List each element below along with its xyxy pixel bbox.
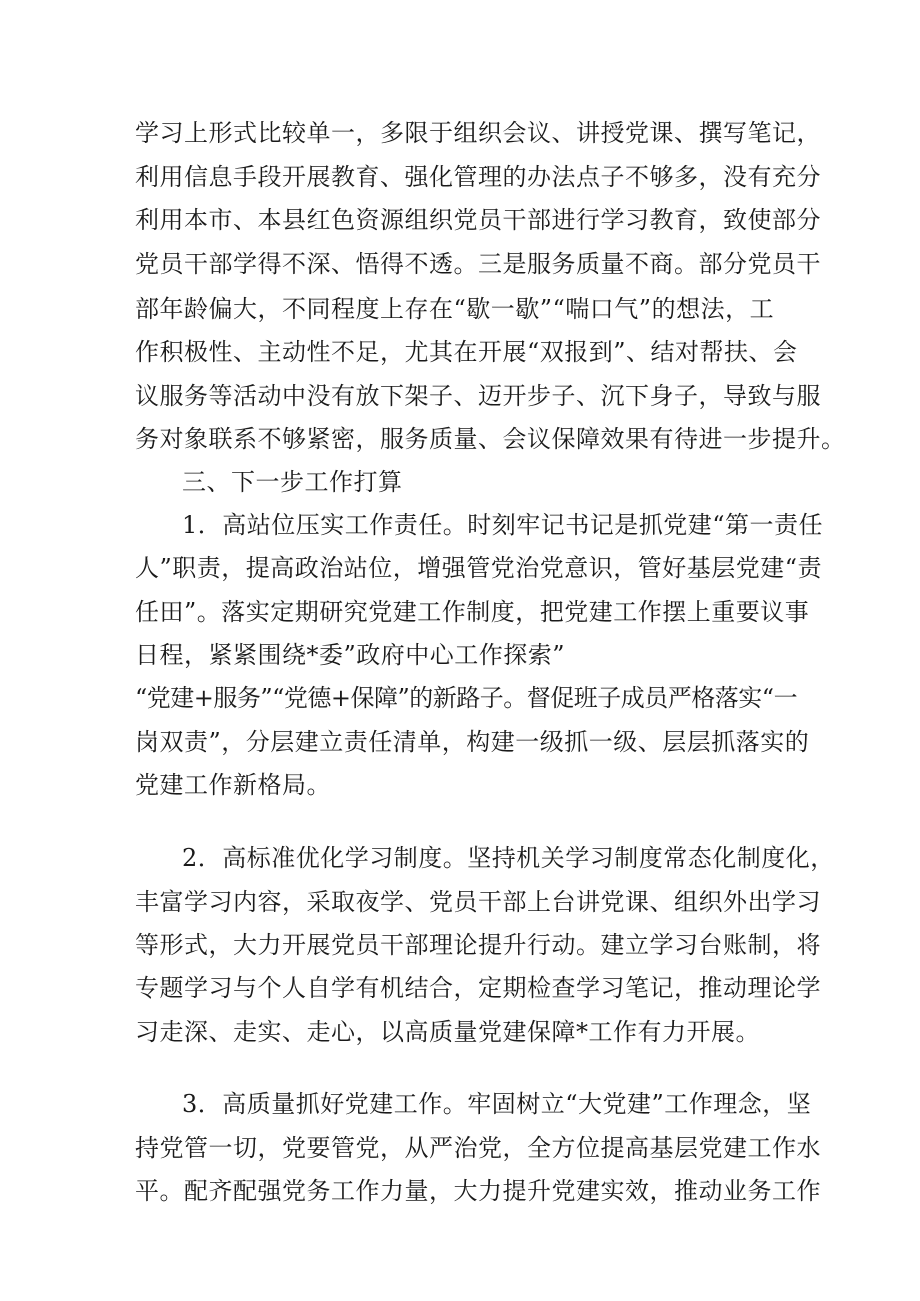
paragraph-line: 党员干部学得不深、悟得不透。三是服务质量不商。部分党员干 (135, 250, 821, 278)
paragraph-line: 学习上形式比较单一，多限于组织会议、讲授党课、撰写笔记， (135, 119, 821, 147)
paragraph-line: 务对象联系不够紧密，服务质量、会议保障效果有待进一步提升。 (135, 425, 846, 453)
paragraph-line: 部年龄偏大，不同程度上存在“歇一歇”“喘口气”的想法，工 (135, 295, 775, 323)
paragraph-line: 丰富学习内容，采取夜学、党员干部上台讲党课、组织外出学习 (135, 888, 821, 916)
paragraph-line: 人”职责，提高政治站位，增强管党治党意识，管好基层党建“责 (135, 554, 823, 582)
paragraph-line: 岗双责”，分层建立责任清单，构建一级抓一级、层层抓落实的 (135, 728, 810, 756)
paragraph-line: 3．高质量抓好党建工作。牢固树立“大党建”工作理念，坚 (182, 1090, 812, 1118)
paragraph-line: 平。配齐配强党务工作力量，大力提升党建实效，推动业务工作 (135, 1177, 821, 1205)
paragraph-line: 日程，紧紧围绕*委”政府中心工作探索” (135, 641, 566, 669)
paragraph-line: 任田”。落实定期研究党建工作制度，把党建工作摆上重要议事 (135, 598, 810, 626)
paragraph-line: 1．高站位压实工作责任。时刻牢记书记是抓党建“第一责任 (182, 511, 824, 539)
paragraph-line: 专题学习与个人自学有机结合，定期检查学习笔记，推动理论学 (135, 974, 821, 1002)
paragraph-line: 作积极性、主动性不足，尤其在开展“双报到”、结对帮扶、会 (135, 338, 798, 366)
paragraph-line: 利用信息手段开展教育、强化管理的办法点子不够多，没有充分 (135, 163, 821, 191)
section-heading: 三、下一步工作打算 (182, 468, 403, 496)
paragraph-line: 议服务等活动中没有放下架子、迈开步子、沉下身子，导致与服 (135, 382, 821, 410)
paragraph-line: 2．高标准优化学习制度。坚持机关学习制度常态化制度化， (182, 844, 835, 872)
paragraph-line: 习走深、走实、走心，以高质量党建保障*工作有力开展。 (135, 1018, 760, 1046)
paragraph-line: 利用本市、本县红色资源组织党员干部进行学习教育，致使部分 (135, 206, 821, 234)
paragraph-line: 持党管一切，党要管党，从严治党，全方位提高基层党建工作水 (135, 1134, 821, 1162)
paragraph-line: 等形式，大力开展党员干部理论提升行动。建立学习台账制，将 (135, 931, 821, 959)
paragraph-line: “党建+服务”“党德+保障”的新路子。督促班子成员严格落实“一 (135, 684, 798, 712)
paragraph-line: 党建工作新格局。 (135, 771, 331, 799)
